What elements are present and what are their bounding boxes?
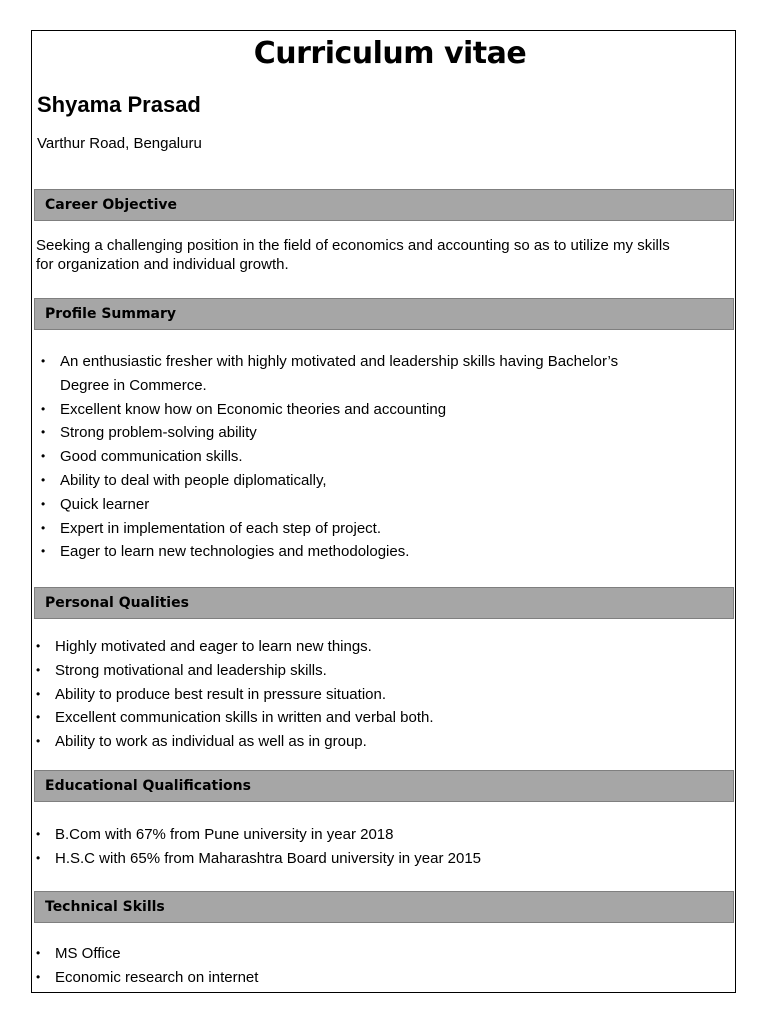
list-item: • MS Office	[55, 942, 675, 966]
profile-summary-list	[60, 350, 680, 564]
section-heading: Personal Qualities	[45, 595, 189, 611]
list-item: • Quick learner	[60, 493, 680, 517]
section-heading: Technical Skills	[45, 899, 165, 915]
list-item: • Eager to learn new technologies and methodologies.	[60, 540, 680, 564]
list-item: • Ability to deal with people diplomatically,	[60, 469, 680, 493]
list-item: • Ability to produce best result in pressure situation.	[55, 683, 675, 707]
list-item: • Strong motivational and leadership skills.	[55, 659, 675, 683]
list-item: • Excellent know how on Economic theories and accounting	[60, 398, 680, 422]
list-item: • H.S.C with 65% from Maharashtra Board university in year 2015	[55, 847, 675, 871]
list-item: • An enthusiastic fresher with highly motivated and leadership skills having Bachelor’s Degree in Commerce.	[60, 350, 660, 398]
section-header-career-objective	[34, 189, 734, 221]
career-objective-text: Seeking a challenging position in the field of economics and accounting so as to utilize my skills for organization and individual growth.	[36, 237, 670, 273]
technical-skills-list	[55, 942, 675, 990]
section-heading: Profile Summary	[45, 306, 177, 322]
section-header-technical-skills	[34, 891, 734, 923]
list-item: • Expert in implementation of each step of project.	[60, 517, 680, 541]
list-item: • Highly motivated and eager to learn new things.	[55, 635, 675, 659]
section-header-educational-qualifications	[34, 770, 734, 802]
list-item: • Good communication skills.	[60, 445, 680, 469]
section-heading: Educational Qualifications	[45, 778, 251, 794]
list-item: • Excellent communication skills in written and verbal both.	[55, 706, 675, 730]
section-heading: Career Objective	[45, 197, 178, 213]
list-item: • Ability to work as individual as well as in group.	[55, 730, 675, 754]
list-item: • B.Com with 67% from Pune university in year 2018	[55, 823, 675, 847]
candidate-address: Varthur Road, Bengaluru	[37, 135, 202, 152]
list-item: • Economic research on internet	[55, 966, 675, 990]
candidate-name: Shyama Prasad	[37, 92, 201, 117]
section-header-personal-qualities	[34, 587, 734, 619]
personal-qualities-list	[55, 635, 675, 754]
section-header-profile-summary	[34, 298, 734, 330]
list-item: • Strong problem-solving ability	[60, 421, 680, 445]
educational-qualifications-list	[55, 823, 675, 871]
document-title: Curriculum vitae	[253, 36, 527, 71]
